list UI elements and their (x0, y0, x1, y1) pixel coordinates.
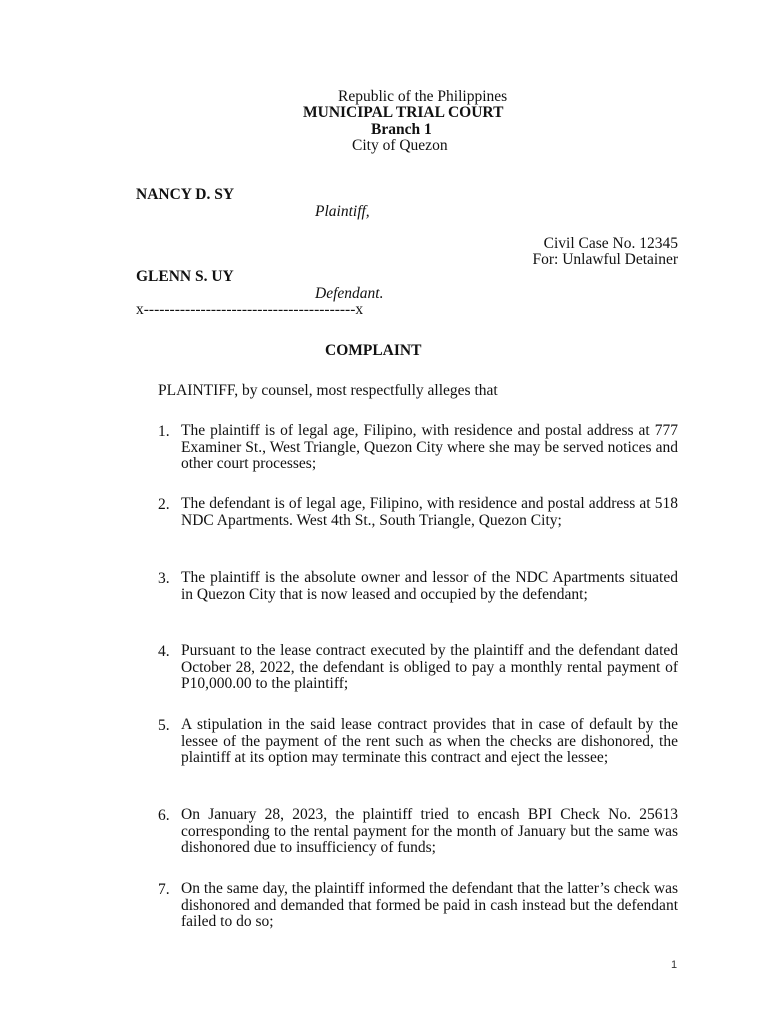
allegation-paragraph (158, 496, 678, 529)
defendant-role: Defendant. (315, 285, 384, 302)
plaintiff-name: NANCY D. SY (136, 186, 235, 203)
defendant-name: GLENN S. UY (136, 268, 234, 285)
header-city: City of Quezon (352, 137, 448, 154)
document-title: COMPLAINT (325, 342, 422, 359)
paragraph-number: 6. (158, 807, 170, 824)
paragraph-text: A stipulation in the said lease contract provides that in case of default by the lessee of the payment of the rent such as when the checks are dishonored, the plaintiff at its option may terminate this contract and eject the lessee; (181, 716, 678, 766)
case-for: For: Unlawful Detainer (532, 251, 678, 268)
paragraph-text: The defendant is of legal age, Filipino, with residence and postal address at 518 NDC Apartments. West 4th St., South Triangle, Quezon City; (181, 495, 678, 529)
allegation-paragraph (158, 881, 678, 931)
caption-separator: x-----------------------------------------x (136, 301, 364, 318)
paragraph-text: Pursuant to the lease contract executed by the plaintiff and the defendant dated October 28, 2022, the defendant is obliged to pay a monthly rental payment of P10,000.00 to the plaintiff; (181, 642, 678, 692)
paragraph-number: 5. (158, 717, 170, 734)
paragraph-text: The plaintiff is the absolute owner and lessor of the NDC Apartments situated in Quezon City that is now leased and occupied by the defendant; (181, 569, 678, 603)
case-number: Civil Case No. 12345 (543, 235, 678, 252)
header-branch: Branch 1 (371, 121, 432, 138)
header-court: MUNICIPAL TRIAL COURT (303, 104, 504, 121)
plaintiff-role: Plaintiff, (315, 203, 370, 220)
paragraph-text: On January 28, 2023, the plaintiff tried to encash BPI Check No. 25613 corresponding to the rental payment for the month of January but the same was dishonored due to insufficiency of funds; (181, 806, 678, 856)
paragraph-text: The plaintiff is of legal age, Filipino, with residence and postal address at 777 Examiner St., West Triangle, Quezon City where she may be served notices and other court processes; (181, 422, 678, 472)
allegation-paragraph (158, 423, 678, 473)
paragraph-number: 3. (158, 570, 170, 587)
paragraph-number: 4. (158, 643, 170, 660)
paragraph-text: On the same day, the plaintiff informed the defendant that the latter’s check was dishonored and demanded that formed be paid in cash instead but the defendant failed to do so; (181, 880, 678, 930)
allegation-paragraph (158, 717, 678, 767)
allegation-paragraph (158, 570, 678, 603)
paragraph-number: 2. (158, 496, 170, 513)
paragraph-number: 1. (158, 423, 170, 440)
header-republic: Republic of the Philippines (338, 88, 508, 105)
allegation-paragraph (158, 807, 678, 857)
intro-text: PLAINTIFF, by counsel, most respectfully alleges that (158, 382, 498, 399)
page-number: 1 (671, 959, 678, 971)
paragraph-number: 7. (158, 881, 170, 898)
allegation-paragraph (158, 643, 678, 693)
